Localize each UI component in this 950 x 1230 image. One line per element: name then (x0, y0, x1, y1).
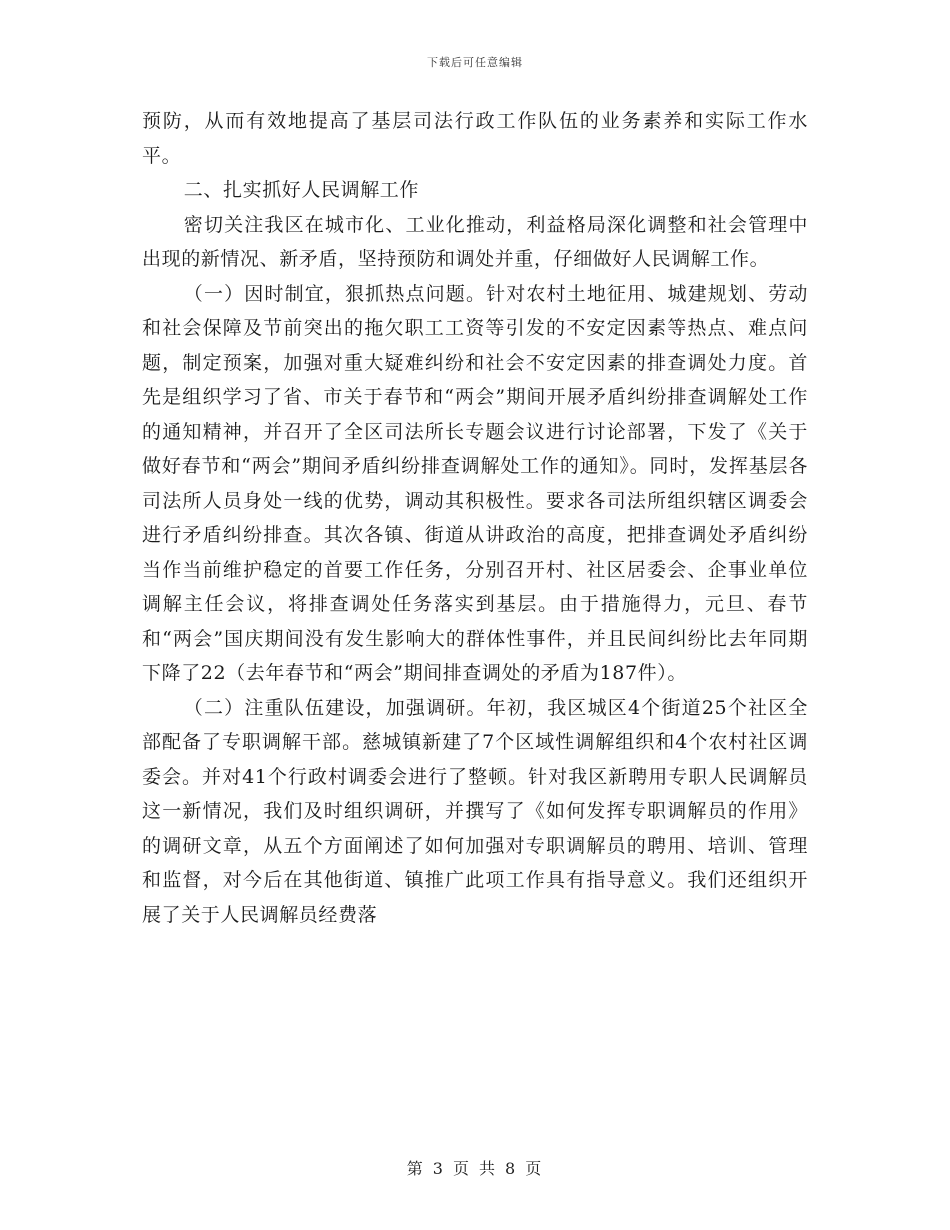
footer-total-word: 共 (479, 1159, 498, 1178)
paragraph-subsection-2: （二）注重队伍建设，加强调研。年初，我区城区4个街道25个社区全部配备了专职调解干部。慈城镇新建了7个区域性调解组织和4个农村社区调委会。并对41个行政村调委会进行了整顿。针对我区新聘用专职人民调解员这一新情况，我们及时组织调研，并撰写了《如何发挥专职调解员的作用》的调研文章，从五个方面阐述了如何加强对专职调解员的聘用、培训、管理和监督，对今后在其他街道、镇推广此项工作具有指导意义。我们还组织开展了关于人民调解员经费落 (142, 696, 808, 926)
footer-total-pages: 8 (505, 1159, 518, 1178)
page-header-note: 下载后可任意编辑 (427, 56, 523, 69)
section-heading: 二、扎实抓好人民调解工作 (183, 179, 419, 201)
footer-current-page: 3 (432, 1159, 445, 1178)
paragraph-intro: 密切关注我区在城市化、工业化推动，利益格局深化调整和社会管理中出现的新情况、新矛盾，坚持预防和调处并重，仔细做好人民调解工作。 (142, 213, 808, 270)
footer-page-word: 页 (452, 1159, 471, 1178)
paragraph-subsection-1: （一）因时制宜，狠抓热点问题。针对农村土地征用、城建规划、劳动和社会保障及节前突出的拖欠职工工资等引发的不安定因素等热点、难点问题，制定预案，加强对重大疑难纠纷和社会不安定因素的排查调处力度。首先是组织学习了省、市关于春节和“两会”期间开展矛盾纠纷排查调解处工作的通知精神，并召开了全区司法所长专题会议进行讨论部署，下发了《关于做好春节和“两会”期间矛盾纠纷排查调解处工作的通知》。同时，发挥基层各司法所人员身处一线的优势，调动其积极性。要求各司法所组织辖区调委会进行矛盾纠纷排查。其次各镇、街道从讲政治的高度，把排查调处矛盾纠纷当作当前维护稳定的首要工作任务，分别召开村、社区居委会、企事业单位调解主任会议，将排查调处任务落实到基层。由于措施得力，元旦、春节和“两会”国庆期间没有发生影响大的群体性事件，并且民间纠纷比去年同期下降了22（去年春节和“两会”期间排查调处的矛盾为187件）。 (142, 282, 808, 684)
footer-prefix: 第 (406, 1159, 425, 1178)
page-footer (0, 1156, 950, 1179)
document-body (142, 104, 808, 932)
footer-suffix: 页 (525, 1159, 544, 1178)
paragraph-continuation: 预防，从而有效地提高了基层司法行政工作队伍的业务素养和实际工作水平。 (142, 110, 808, 167)
